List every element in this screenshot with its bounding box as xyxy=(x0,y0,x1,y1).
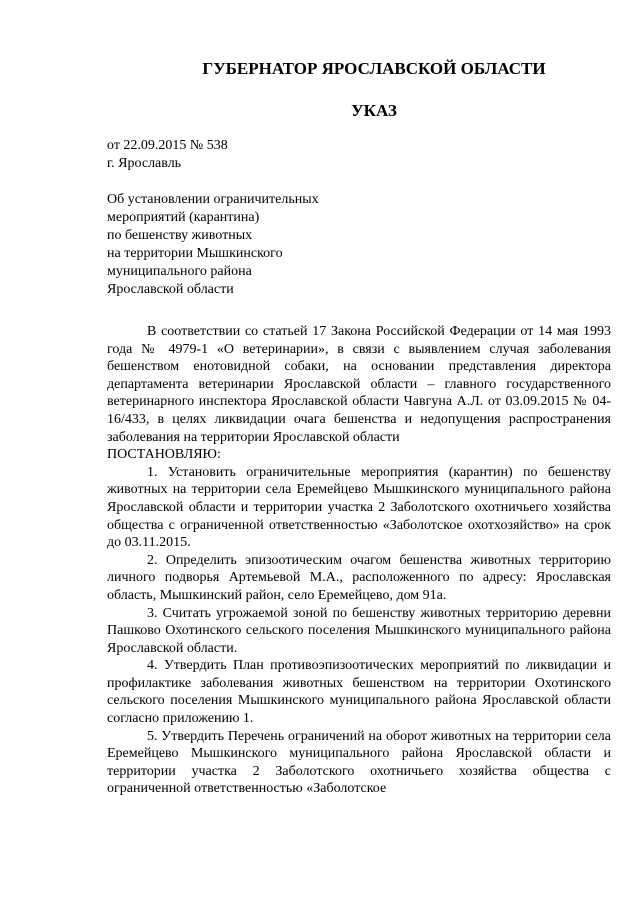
subject-line: мероприятий (карантина) xyxy=(107,210,260,225)
decree-item-2: 2. Определить эпизоотическим очагом бешенства животных территорию личного подворья Артемьевой М.А., расположенного по адресу: Ярославская область, Мышкинский район, село Еремейцево, дом 91а. xyxy=(107,552,611,603)
issuing-authority: ГУБЕРНАТОР ЯРОСЛАВСКОЙ ОБЛАСТИ xyxy=(202,59,546,78)
decree-item-4: 4. Утвердить План противоэпизоотических мероприятий по ликвидации и профилактике заболевания животных бешенством на территории Охотинского сельского поселения Мышкинского муниципального района Ярославской области согласно приложению 1. xyxy=(107,658,611,727)
decree-word: ПОСТАНОВЛЯЮ: xyxy=(107,447,221,463)
subject-line: Об установлении ограничительных xyxy=(107,192,319,207)
document-meta xyxy=(107,137,228,173)
subject-line: Ярославской области xyxy=(107,282,234,297)
decree-item-5: 5. Утвердить Перечень ограничений на оборот животных на территории села Еремейцево Мышкинского муниципального района Ярославской области и территории участка 2 Заболотского охотничьего хозяйства общества с ограниченной ответственностью «Заболотское xyxy=(107,728,611,797)
document-type: УКАЗ xyxy=(351,101,397,120)
decree-item-1: 1. Установить ограничительные мероприятия (карантин) по бешенству животных на территории села Еремейцево Мышкинского муниципального района Ярославской области и территории участка 2 Заболотского охотничьего хозяйства общества с ограниченной ответственностью «Заболотское охотхозяйство» на срок до 03.11.2015. xyxy=(107,464,611,551)
document-subject xyxy=(107,191,319,299)
subject-line: по бешенству животных xyxy=(107,228,253,243)
subject-line: муниципального района xyxy=(107,264,252,279)
subject-line: на территории Мышкинского xyxy=(107,246,283,261)
preamble-paragraph: В соответствии со статьей 17 Закона Российской Федерации от 14 мая 1993 года № 4979-1 «О ветеринарии», в связи с выявлением случая заболевания бешенством енотовидной собаки, на основании представления директора департамента ветеринарии Ярославской области – главного государственного ветеринарного инспектора Ярославской области Чавгуна А.Л. от 03.09.2015 № 04-16/433, в целях ликвидации очага бешенства и недопущения распространения заболевания на территории Ярославской области xyxy=(107,324,611,445)
date-number: от 22.09.2015 № 538 xyxy=(107,138,228,153)
document-body xyxy=(107,323,611,798)
city: г. Ярославль xyxy=(107,156,182,171)
decree-item-3: 3. Считать угрожаемой зоной по бешенству животных территорию деревни Пашково Охотинского сельского поселения Мышкинского муниципального района Ярославской области. xyxy=(107,605,611,656)
